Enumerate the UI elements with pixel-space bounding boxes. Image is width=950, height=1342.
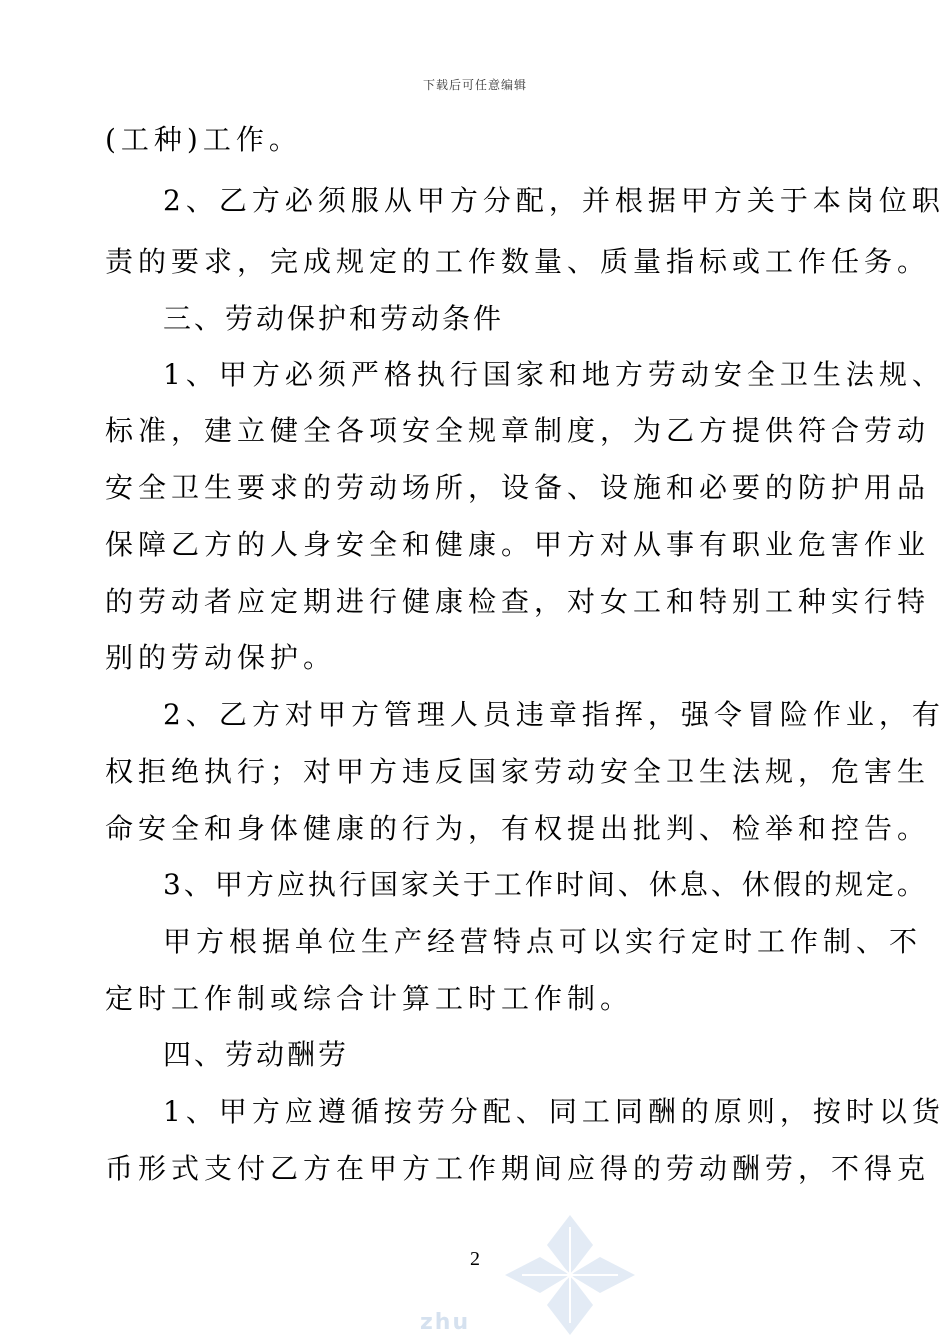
body-line: 1、甲方应遵循按劳分配、同工同酬的原则，按时以货 <box>163 1095 945 1128</box>
watermark-text: zhu <box>420 1310 471 1335</box>
body-line: 标准，建立健全各项安全规章制度，为乙方提供符合劳动 <box>105 414 931 447</box>
body-line: 安全卫生要求的劳动场所，设备、设施和必要的防护用品 <box>105 471 931 504</box>
body-line: 定时工作制或综合计算工时工作制。 <box>105 982 634 1015</box>
body-line: 权拒绝执行；对甲方违反国家劳动安全卫生法规，危害生 <box>105 755 931 788</box>
body-line: 责的要求，完成规定的工作数量、质量指标或工作任务。 <box>105 245 931 278</box>
body-line: 2、乙方对甲方管理人员违章指挥，强令冒险作业，有 <box>163 698 945 731</box>
section-heading: 四、劳动酬劳 <box>163 1038 350 1071</box>
page-number: 2 <box>470 1248 480 1270</box>
body-line: (工种)工作。 <box>105 123 302 156</box>
section-heading: 三、劳动保护和劳动条件 <box>163 302 505 335</box>
body-line: 保障乙方的人身安全和健康。甲方对从事有职业危害作业 <box>105 528 931 561</box>
body-line: 命安全和身体健康的行为，有权提出批判、检举和控告。 <box>105 812 931 845</box>
watermark-logo-icon <box>495 1205 645 1342</box>
body-line: 的劳动者应定期进行健康检查，对女工和特别工种实行特 <box>105 585 931 618</box>
body-line: 币形式支付乙方在甲方工作期间应得的劳动酬劳，不得克 <box>105 1152 931 1185</box>
body-line: 1、甲方必须严格执行国家和地方劳动安全卫生法规、 <box>163 358 945 391</box>
body-line: 2、乙方必须服从甲方分配，并根据甲方关于本岗位职 <box>163 184 945 217</box>
body-line: 3、甲方应执行国家关于工作时间、休息、休假的规定。 <box>163 868 928 901</box>
body-line: 甲方根据单位生产经营特点可以实行定时工作制、不 <box>163 925 923 958</box>
page-header: 下载后可任意编辑 <box>422 78 527 92</box>
body-line: 别的劳动保护。 <box>105 641 337 674</box>
